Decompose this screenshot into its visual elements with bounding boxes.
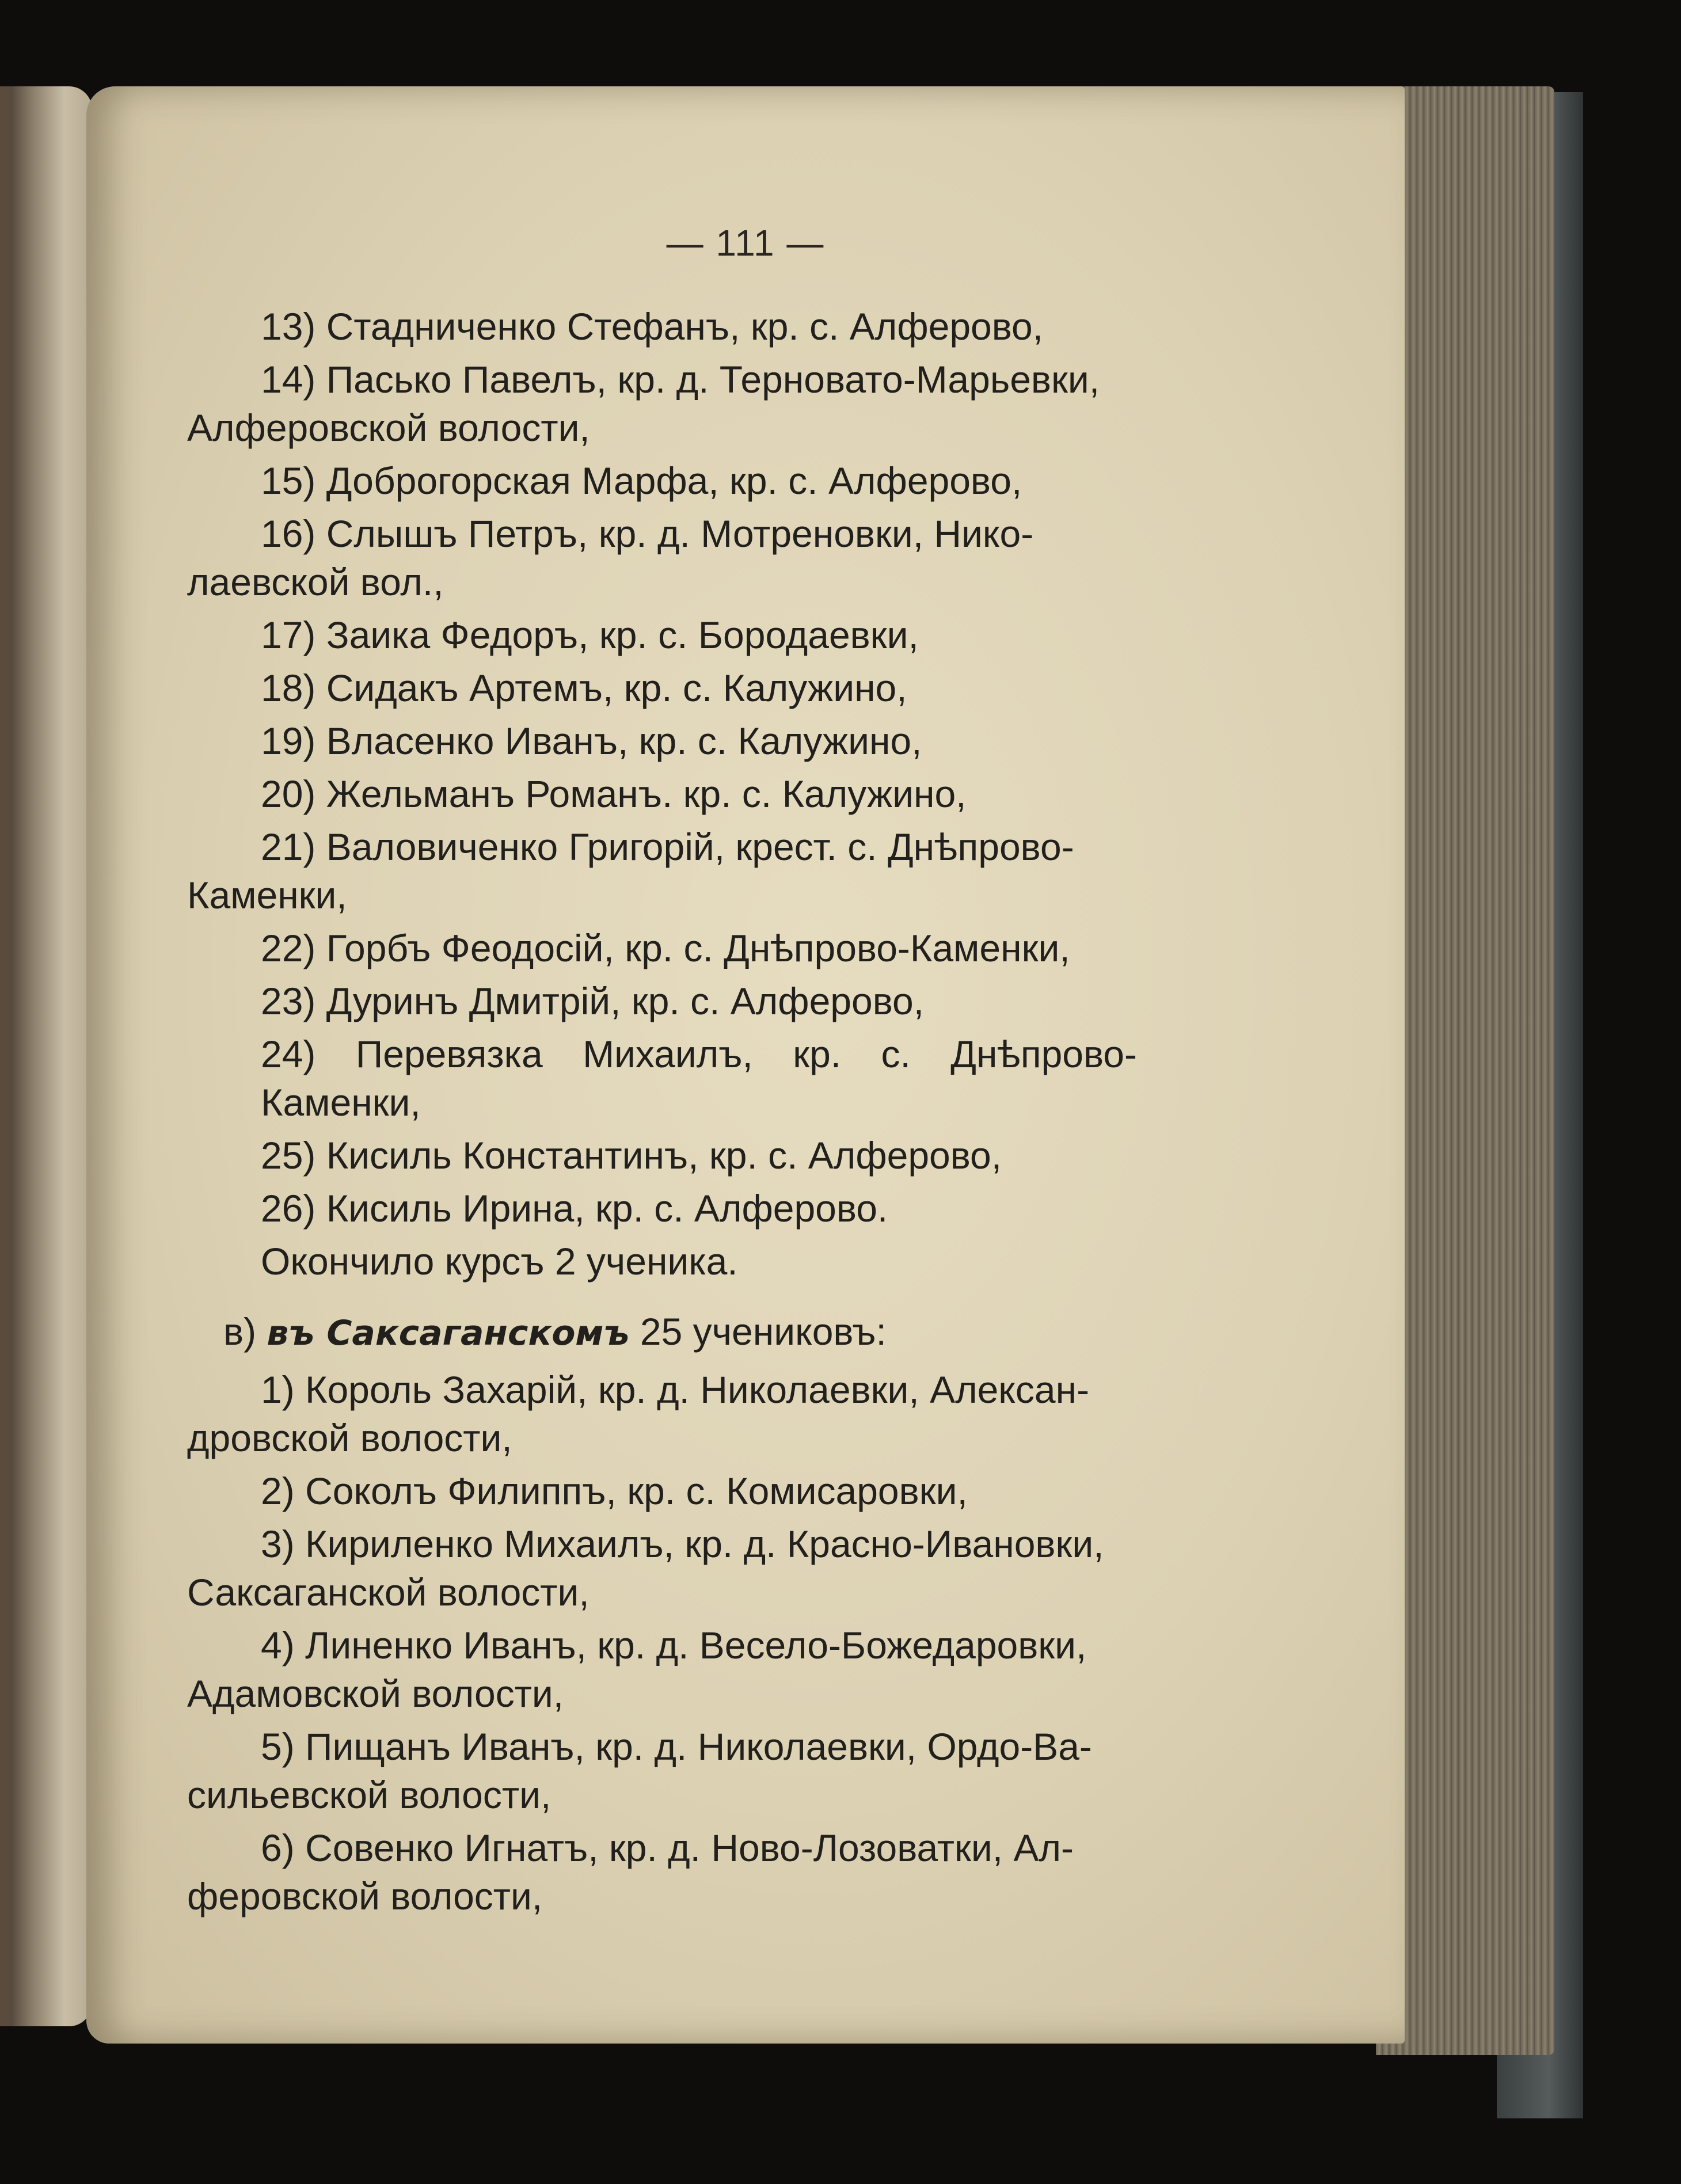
item-continuation: сильевской волости, (187, 1774, 552, 1816)
list-item (187, 823, 1137, 919)
item-number: 5) (261, 1725, 295, 1768)
list-item-line (261, 459, 1022, 502)
item-continuation: лаевской вол., (187, 561, 444, 603)
item-text: Сидакъ Артемъ, кр. с. Калужино, (326, 667, 907, 709)
list-item (187, 924, 1137, 972)
list-item-line (187, 1722, 1137, 1771)
list-item (187, 1520, 1137, 1616)
book-page (86, 86, 1405, 2044)
student-list-a (187, 302, 1137, 1232)
item-continuation: Алферовской волости, (187, 406, 590, 449)
student-list-b (187, 1365, 1137, 1920)
item-number: 16) (261, 512, 316, 555)
list-item (187, 355, 1137, 452)
list-item-line (261, 720, 922, 762)
item-number: 3) (261, 1523, 295, 1565)
item-continuation: Адамовской волости, (187, 1672, 564, 1715)
item-number: 18) (261, 667, 316, 709)
list-item (187, 1467, 1137, 1515)
item-text: Кириленко Михаилъ, кр. д. Красно-Ивановки, (305, 1523, 1104, 1565)
item-text: Король Захарій, кр. д. Николаевки, Алексан- (305, 1368, 1090, 1411)
section-count: 25 учениковъ: (640, 1310, 887, 1353)
list-item (187, 509, 1137, 606)
list-item (187, 1722, 1137, 1819)
list-item-line (261, 1187, 888, 1230)
list-item-line (261, 667, 907, 709)
item-text: Власенко Иванъ, кр. с. Калужино, (326, 720, 922, 762)
course-summary: Окончило курсъ 2 ученика. (261, 1240, 738, 1283)
item-continuation: Саксаганской волости, (187, 1571, 590, 1614)
item-text: Доброгорская Марфа, кр. с. Алферово, (326, 459, 1022, 502)
list-item-line (261, 1470, 968, 1512)
item-text: Горбъ Феодосій, кр. с. Днѣпрово-Каменки, (326, 927, 1070, 969)
list-item-line (187, 509, 1137, 558)
item-number: 23) (261, 980, 316, 1022)
item-number: 20) (261, 773, 316, 815)
item-number: 13) (261, 305, 316, 348)
item-continuation: феровской волости, (187, 1875, 543, 1917)
list-item-line (261, 927, 1070, 969)
item-number: 14) (261, 358, 316, 401)
item-number: 1) (261, 1368, 295, 1411)
item-text: Пищанъ Иванъ, кр. д. Николаевки, Ордо-Ва- (305, 1725, 1092, 1768)
list-item (187, 977, 1137, 1025)
list-item-line (261, 1134, 1002, 1177)
item-continuation: Каменки, (187, 874, 347, 916)
item-number: 17) (261, 614, 316, 656)
page-text (187, 302, 1137, 1925)
list-item (187, 1131, 1137, 1179)
item-text: Соколъ Филиппъ, кр. с. Комисаровки, (305, 1470, 968, 1512)
item-text: Дуринъ Дмитрій, кр. с. Алферово, (326, 980, 925, 1022)
list-item (187, 770, 1137, 818)
item-number: 2) (261, 1470, 295, 1512)
section-heading (187, 1307, 1137, 1357)
item-text: Заика Федоръ, кр. с. Бородаевки, (326, 614, 919, 656)
list-item (187, 1030, 1137, 1127)
item-text: Пасько Павелъ, кр. д. Терновато-Марьевки, (326, 358, 1100, 401)
item-text: Перевязка Михаилъ, кр. с. Днѣпрово-Каменки, (261, 1033, 1137, 1124)
list-item-line (261, 980, 924, 1022)
item-continuation: дровской волости, (187, 1417, 512, 1459)
page-number: — 111 — (666, 222, 825, 264)
item-number: 25) (261, 1134, 316, 1177)
item-text: Линенко Иванъ, кр. д. Весело-Божедаровки, (305, 1624, 1087, 1666)
item-number: 24) (261, 1033, 316, 1075)
item-text: Жельманъ Романъ. кр. с. Калужино, (326, 773, 967, 815)
list-item (187, 611, 1137, 659)
list-item (187, 1365, 1137, 1462)
list-item-line (261, 305, 1043, 348)
item-text: Валовиченко Григорій, крест. с. Днѣпрово- (326, 825, 1074, 868)
item-text: Стадниченко Стефанъ, кр. с. Алферово, (326, 305, 1044, 348)
list-item (187, 1184, 1137, 1232)
list-item-line (187, 355, 1137, 404)
list-item-line (187, 1621, 1137, 1669)
list-item (187, 1621, 1137, 1718)
list-item-line (187, 1520, 1137, 1568)
list-item (187, 456, 1137, 505)
list-item-line (187, 1824, 1137, 1872)
list-item (187, 664, 1137, 712)
item-text: Кисиль Константинъ, кр. с. Алферово, (326, 1134, 1002, 1177)
item-number: 26) (261, 1187, 316, 1230)
list-item-line (187, 823, 1137, 871)
list-item-line (187, 1365, 1137, 1414)
item-number: 22) (261, 927, 316, 969)
list-item (187, 717, 1137, 765)
section-title: въ Саксаганскомъ (267, 1313, 630, 1353)
item-number: 4) (261, 1624, 295, 1666)
item-number: 6) (261, 1827, 295, 1869)
item-number: 19) (261, 720, 316, 762)
section-letter: в) (223, 1310, 257, 1353)
list-item-line (261, 614, 919, 656)
item-text: Кисиль Ирина, кр. с. Алферово. (326, 1187, 888, 1230)
item-number: 21) (261, 825, 316, 868)
item-number: 15) (261, 459, 316, 502)
item-text: Слышъ Петръ, кр. д. Мотреновки, Нико- (326, 512, 1034, 555)
item-text: Совенко Игнатъ, кр. д. Ново-Лозоватки, Ал- (305, 1827, 1074, 1869)
list-item-line (261, 773, 967, 815)
list-item-line (261, 1033, 1137, 1124)
list-item (187, 302, 1137, 351)
left-page-edge (0, 86, 92, 2026)
list-item (187, 1824, 1137, 1920)
